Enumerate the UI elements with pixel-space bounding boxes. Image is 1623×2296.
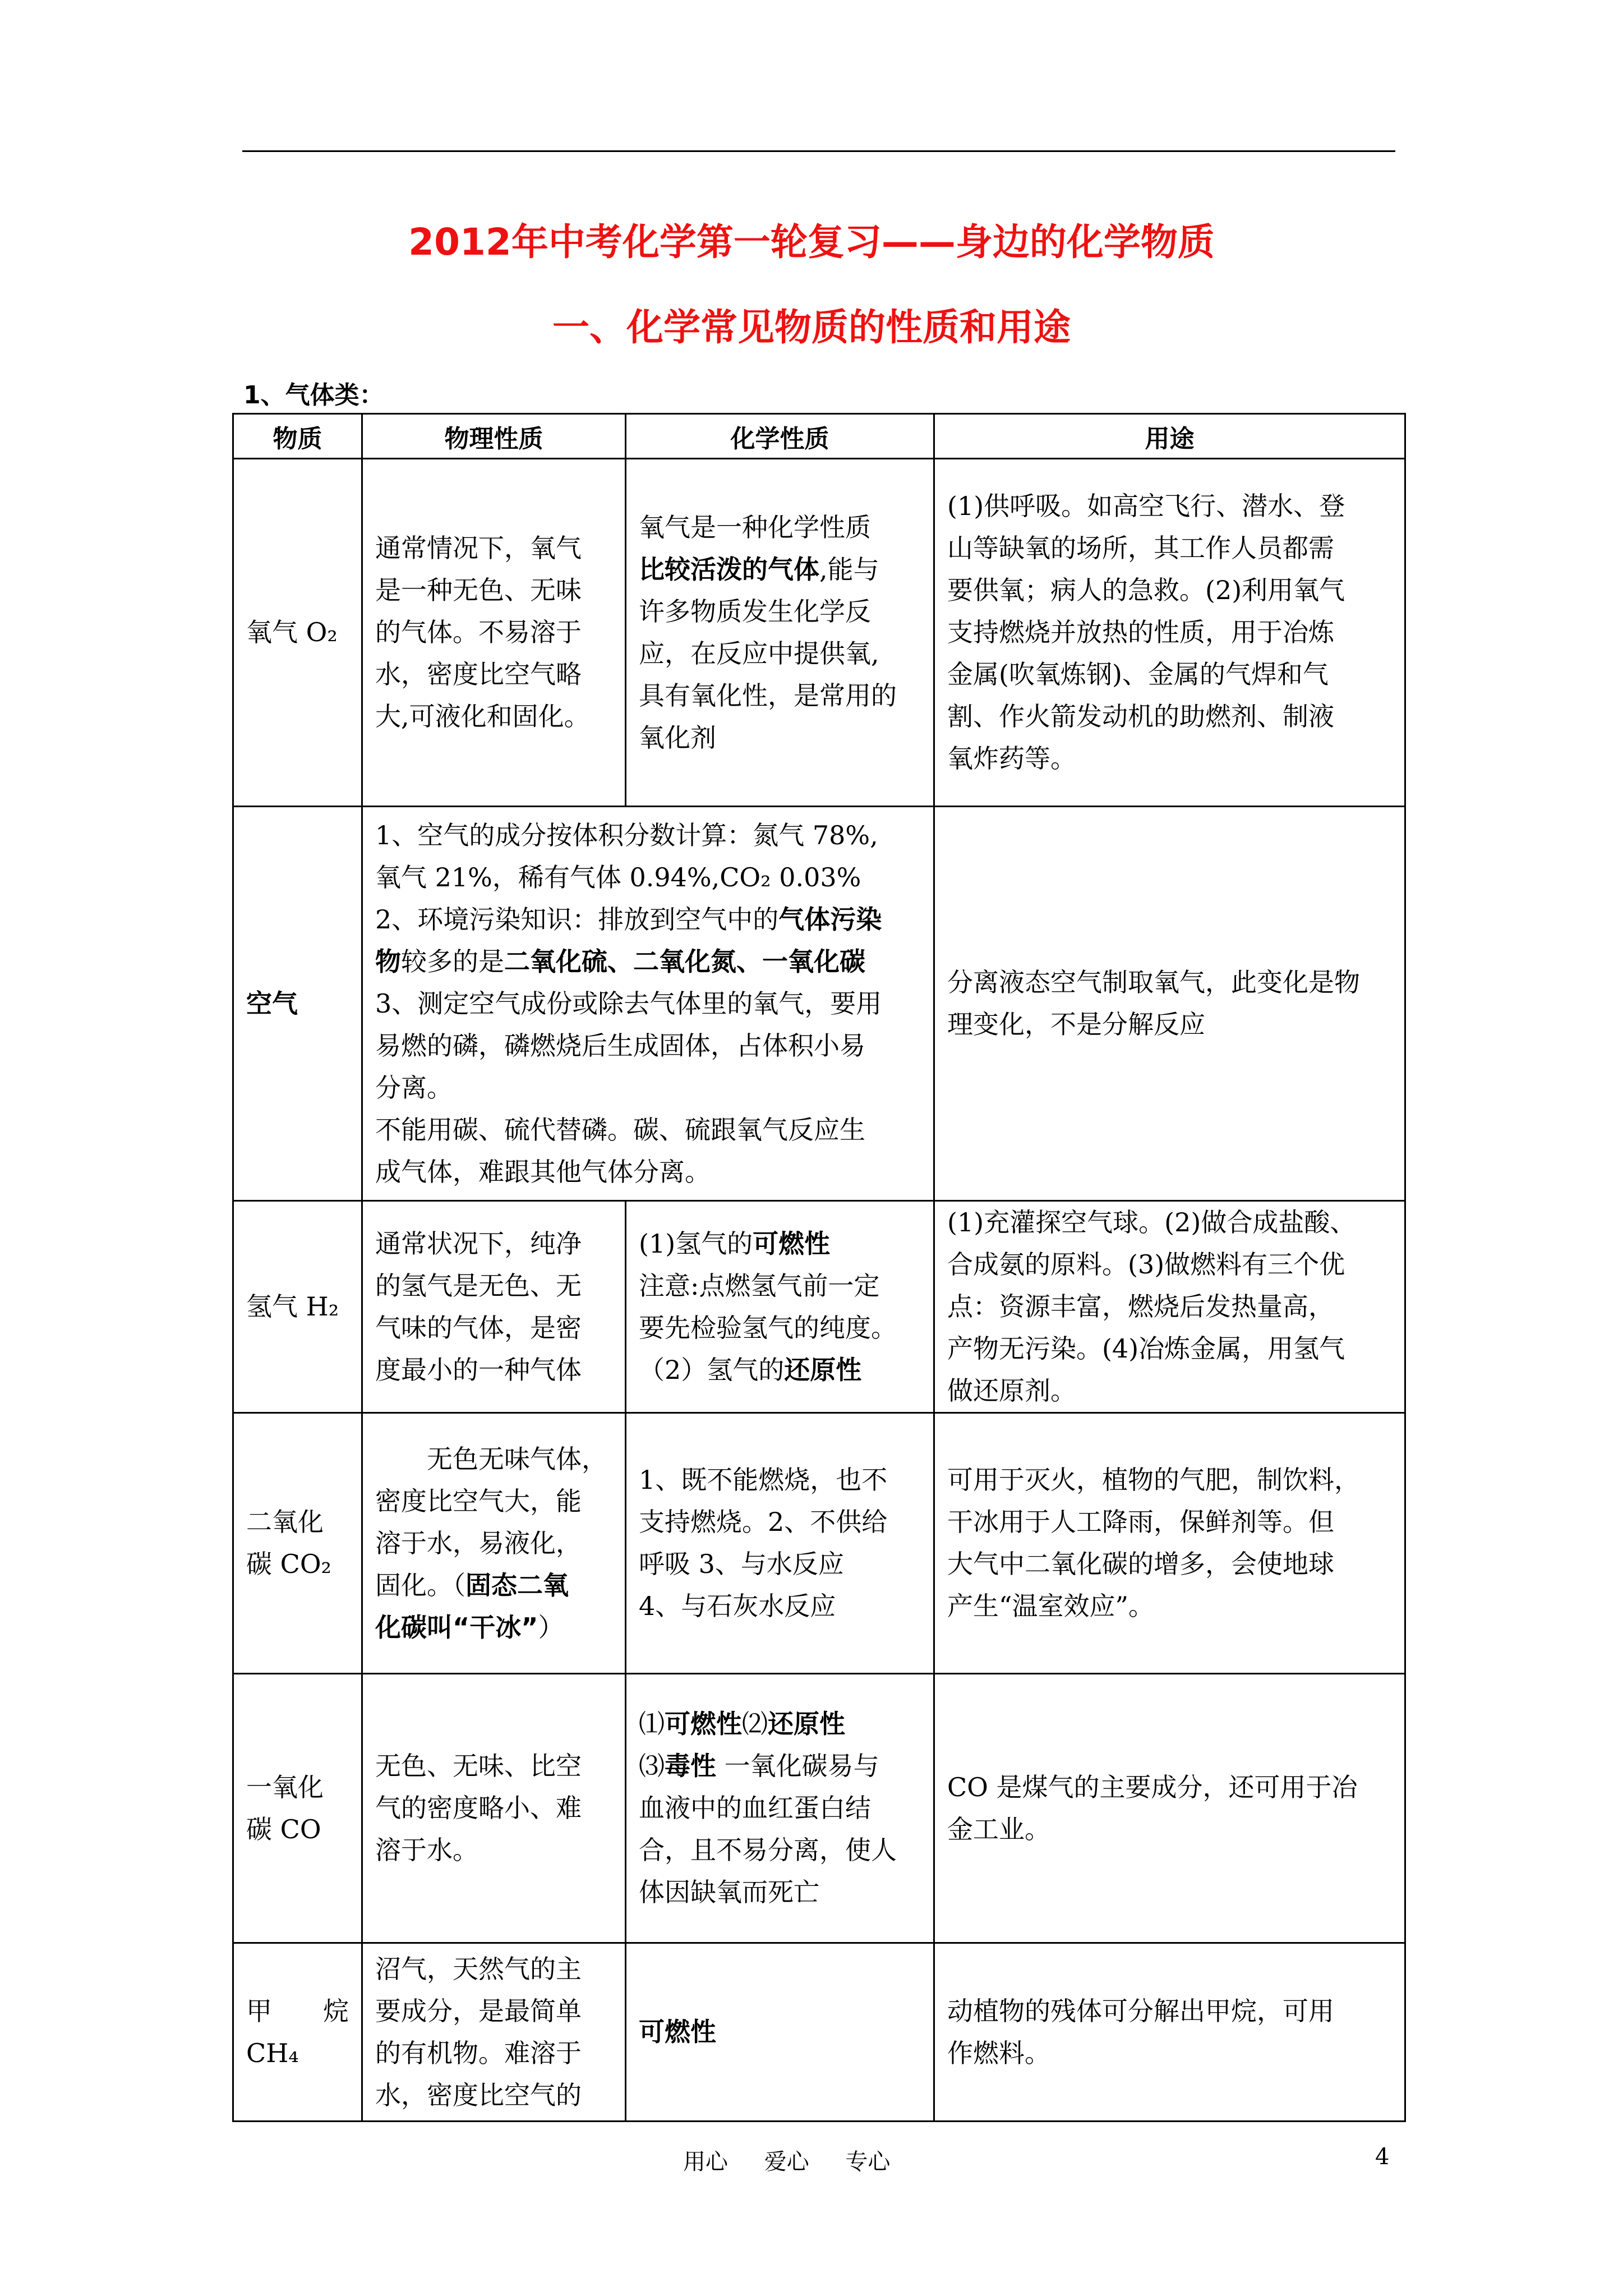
text-line: 分离。: [375, 1072, 453, 1103]
bold-text: 化碳叫“干冰”: [375, 1612, 538, 1642]
text-line: [246, 1990, 349, 2032]
table-header-row: [233, 414, 1405, 459]
bold-text: 毒性: [665, 1751, 716, 1781]
physical-methane: [362, 1943, 626, 2122]
text: 2、环境污染知识：排放到空气中的: [375, 904, 779, 935]
text-line: 作燃料。: [947, 2037, 1050, 2068]
text-line: 成气体，难跟其他气体分离。: [375, 1156, 711, 1187]
text-line: 合，且不易分离，使人: [639, 1835, 897, 1865]
text-line: [639, 1223, 921, 1265]
text-line: CH₄: [246, 2037, 299, 2068]
text-line: 支持燃烧。2、不供给: [639, 1507, 888, 1537]
text-line: 支持燃烧并放热的性质，用于冶炼: [947, 617, 1334, 647]
text-line: 3、测定空气成份或除去气体里的氧气，要用: [375, 988, 882, 1019]
text-line: 无色、无味、比空: [375, 1751, 582, 1781]
text-line: 金属(吹氧炼钢)、金属的气焊和气: [947, 659, 1329, 689]
text: 烷: [323, 1995, 349, 2026]
text-line: 应，在反应中提供氧,: [639, 638, 879, 669]
chemical-oxygen: [626, 459, 934, 807]
page-title: 2012年中考化学第一轮复习——身边的化学物质: [408, 220, 1215, 264]
text-line: 呼吸 3、与水反应: [639, 1549, 844, 1579]
chemical-methane: [626, 1943, 934, 2122]
gas-properties-table: [232, 413, 1406, 2122]
text: 无色无味气体，: [427, 1443, 607, 1474]
text-line: 血液中的血红蛋白结: [639, 1793, 871, 1823]
header-substance: 物质: [233, 414, 362, 459]
text-line: 做还原剂。: [947, 1375, 1076, 1406]
text-line: 碳 CO₂: [246, 1549, 331, 1579]
text-line: 溶于水，易液化，: [375, 1527, 582, 1558]
text-line: 气味的气体，是密: [375, 1312, 582, 1343]
uses-methane: [934, 1943, 1405, 2122]
text-line: [639, 549, 921, 591]
uses-oxygen: [934, 459, 1405, 807]
text-line: 具有氧化性，是常用的: [639, 680, 897, 711]
substance-co: [233, 1674, 362, 1943]
text-line: 4、与石灰水反应: [639, 1591, 836, 1621]
text-line: (1)供呼吸。如高空飞行、潜水、登: [947, 491, 1345, 521]
bold-text: 固态二氧: [465, 1570, 569, 1600]
substance-oxygen: 氧气 O₂: [233, 459, 362, 807]
uses-co: [934, 1674, 1405, 1943]
text-line: 密度比空气大，能: [375, 1485, 582, 1516]
physical-oxygen: [362, 459, 626, 807]
text-line: 1、既不能燃烧，也不: [639, 1465, 888, 1495]
uses-hydrogen: [934, 1201, 1405, 1413]
text-line: 水，密度比空气略: [375, 659, 582, 689]
table-row-air: [233, 807, 1405, 1201]
section-title: 一、化学常见物质的性质和用途: [552, 306, 1071, 349]
properties-air: [362, 807, 934, 1201]
text-line: 的气体。不易溶于: [375, 617, 582, 647]
text-line: 的有机物。难溶于: [375, 2037, 582, 2068]
bold-text: 物: [375, 946, 401, 977]
text-line: 易燃的磷，磷燃烧后生成固体，占体积小易: [375, 1030, 865, 1061]
text-line: 要成分，是最简单: [375, 1995, 582, 2026]
text-line: 山等缺氧的场所，其工作人员都需: [947, 533, 1334, 563]
text-line: 要供氧；病人的急救。(2)利用氧气: [947, 575, 1345, 605]
text-line: [246, 1501, 349, 1543]
text-line: 大气中二氧化碳的增多，会使地球: [947, 1549, 1334, 1579]
table-row-methane: [233, 1943, 1405, 2122]
text-line: 金工业。: [947, 1814, 1050, 1844]
text-line: 可用于灭火，植物的气肥，制饮料，: [947, 1465, 1360, 1495]
bold-text: 可燃性: [753, 1228, 831, 1259]
page-number: 4: [1375, 2144, 1390, 2170]
text-line: CO 是煤气的主要成分，还可用于冶: [947, 1772, 1358, 1802]
text-line: 大,可液化和固化。: [375, 701, 590, 731]
text-line: [375, 941, 921, 983]
bold-text: 比较活泼的气体: [639, 554, 819, 585]
text-line: 一氧化: [246, 1772, 324, 1802]
text-line: 动植物的残体可分解出甲烷，可用: [947, 1995, 1334, 2026]
text-line: 体因缺氧而死亡: [639, 1877, 819, 1907]
text-line: 要先检验氢气的纯度。: [639, 1312, 897, 1343]
text: 固化。（: [375, 1570, 465, 1600]
header-physical: 物理性质: [362, 414, 626, 459]
table-row-co: [233, 1674, 1405, 1943]
text-line: [375, 1607, 612, 1649]
text-line: 的氢气是无色、无: [375, 1270, 582, 1301]
footer-text: 用心 爱心 专心: [683, 2149, 891, 2175]
text-line: 碳 CO: [246, 1814, 321, 1844]
table-row-oxygen: [233, 459, 1405, 807]
text-line: 水，密度比空气的: [375, 2079, 582, 2110]
text: 二氧化: [246, 1507, 324, 1537]
table-row-hydrogen: [233, 1201, 1405, 1413]
substance-air: 空气: [233, 807, 362, 1201]
text: ,能与: [819, 554, 879, 585]
header-chemical: 化学性质: [626, 414, 934, 459]
text-line: 沼气，天然气的主: [375, 1953, 582, 1984]
subsection-label: 1、气体类：: [243, 381, 384, 409]
bold-text: 还原性: [784, 1354, 862, 1385]
text-line: (1)充灌探空气球。(2)做合成盐酸、: [947, 1207, 1356, 1237]
text-line: 氧气是一种化学性质: [639, 512, 871, 542]
text-line: 不能用碳、硫代替磷。碳、硫跟氧气反应生: [375, 1114, 865, 1145]
text-line: [639, 1703, 921, 1745]
text-line: 气的密度略小、难: [375, 1793, 582, 1823]
text: ⑶: [639, 1751, 665, 1781]
header-uses: 用途: [934, 414, 1405, 459]
bold-text: 可燃性: [665, 1709, 742, 1739]
text-line: 产生“温室效应”。: [947, 1591, 1155, 1621]
uses-air: [934, 807, 1405, 1201]
text: （2）氢气的: [639, 1354, 785, 1385]
text: 甲: [246, 1995, 272, 2026]
text-line: 注意:点燃氢气前一定: [639, 1270, 880, 1301]
substance-co2: [233, 1413, 362, 1674]
text-line: 通常状况下，纯净: [375, 1228, 582, 1259]
text-line: [375, 1438, 612, 1480]
text-line: 产物无污染。(4)冶炼金属，用氢气: [947, 1333, 1345, 1364]
text-line: 干冰用于人工降雨，保鲜剂等。但: [947, 1507, 1334, 1537]
text-line: [639, 1349, 921, 1391]
text-line: [639, 1745, 921, 1787]
bold-text: 还原性: [768, 1709, 845, 1739]
chemical-co2: [626, 1413, 934, 1674]
text-line: 分离液态空气制取氧气，此变化是物: [947, 967, 1360, 997]
bold-text: 可燃性: [639, 2017, 716, 2047]
text-line: 氧炸药等。: [947, 743, 1076, 774]
text: 一氧化碳易与: [716, 1751, 879, 1781]
text-line: 溶于水。: [375, 1835, 478, 1865]
substance-methane: [233, 1943, 362, 2122]
bold-text: 二氧化硫、二氧化氮、一氧化碳: [504, 946, 865, 977]
physical-co2: [362, 1413, 626, 1674]
table-row-co2: [233, 1413, 1405, 1674]
text-line: 氧化剂: [639, 722, 716, 753]
chemical-hydrogen: [626, 1201, 934, 1413]
uses-co2: [934, 1413, 1405, 1674]
text: ⑴: [639, 1709, 665, 1739]
physical-co: [362, 1674, 626, 1943]
text-line: 理变化，不是分解反应: [947, 1009, 1205, 1039]
text-line: [375, 1565, 612, 1607]
header-rule: [242, 150, 1395, 152]
text-line: 点：资源丰富，燃烧后发热量高，: [947, 1291, 1334, 1322]
text-line: 度最小的一种气体: [375, 1354, 582, 1385]
text-line: 是一种无色、无味: [375, 575, 582, 605]
text-line: 割、作火箭发动机的助燃剂、制液: [947, 701, 1334, 731]
text-line: 许多物质发生化学反: [639, 596, 871, 627]
text: 较多的是: [401, 946, 504, 977]
text-line: 氧气 21%，稀有气体 0.94%,CO₂ 0.03%: [375, 862, 861, 892]
text-line: [375, 899, 921, 941]
text: (1)氢气的: [639, 1228, 753, 1259]
text: ⑵: [742, 1709, 768, 1739]
physical-hydrogen: [362, 1201, 626, 1413]
substance-hydrogen: 氢气 H₂: [233, 1201, 362, 1413]
bold-text: 气体污染: [778, 904, 882, 935]
text-line: 1、空气的成分按体积分数计算：氮气 78%,: [375, 820, 878, 850]
text-line: 通常情况下，氧气: [375, 533, 582, 563]
text-line: 合成氨的原料。(3)做燃料有三个优: [947, 1249, 1345, 1280]
text: ）: [538, 1612, 564, 1642]
chemical-co: [626, 1674, 934, 1943]
